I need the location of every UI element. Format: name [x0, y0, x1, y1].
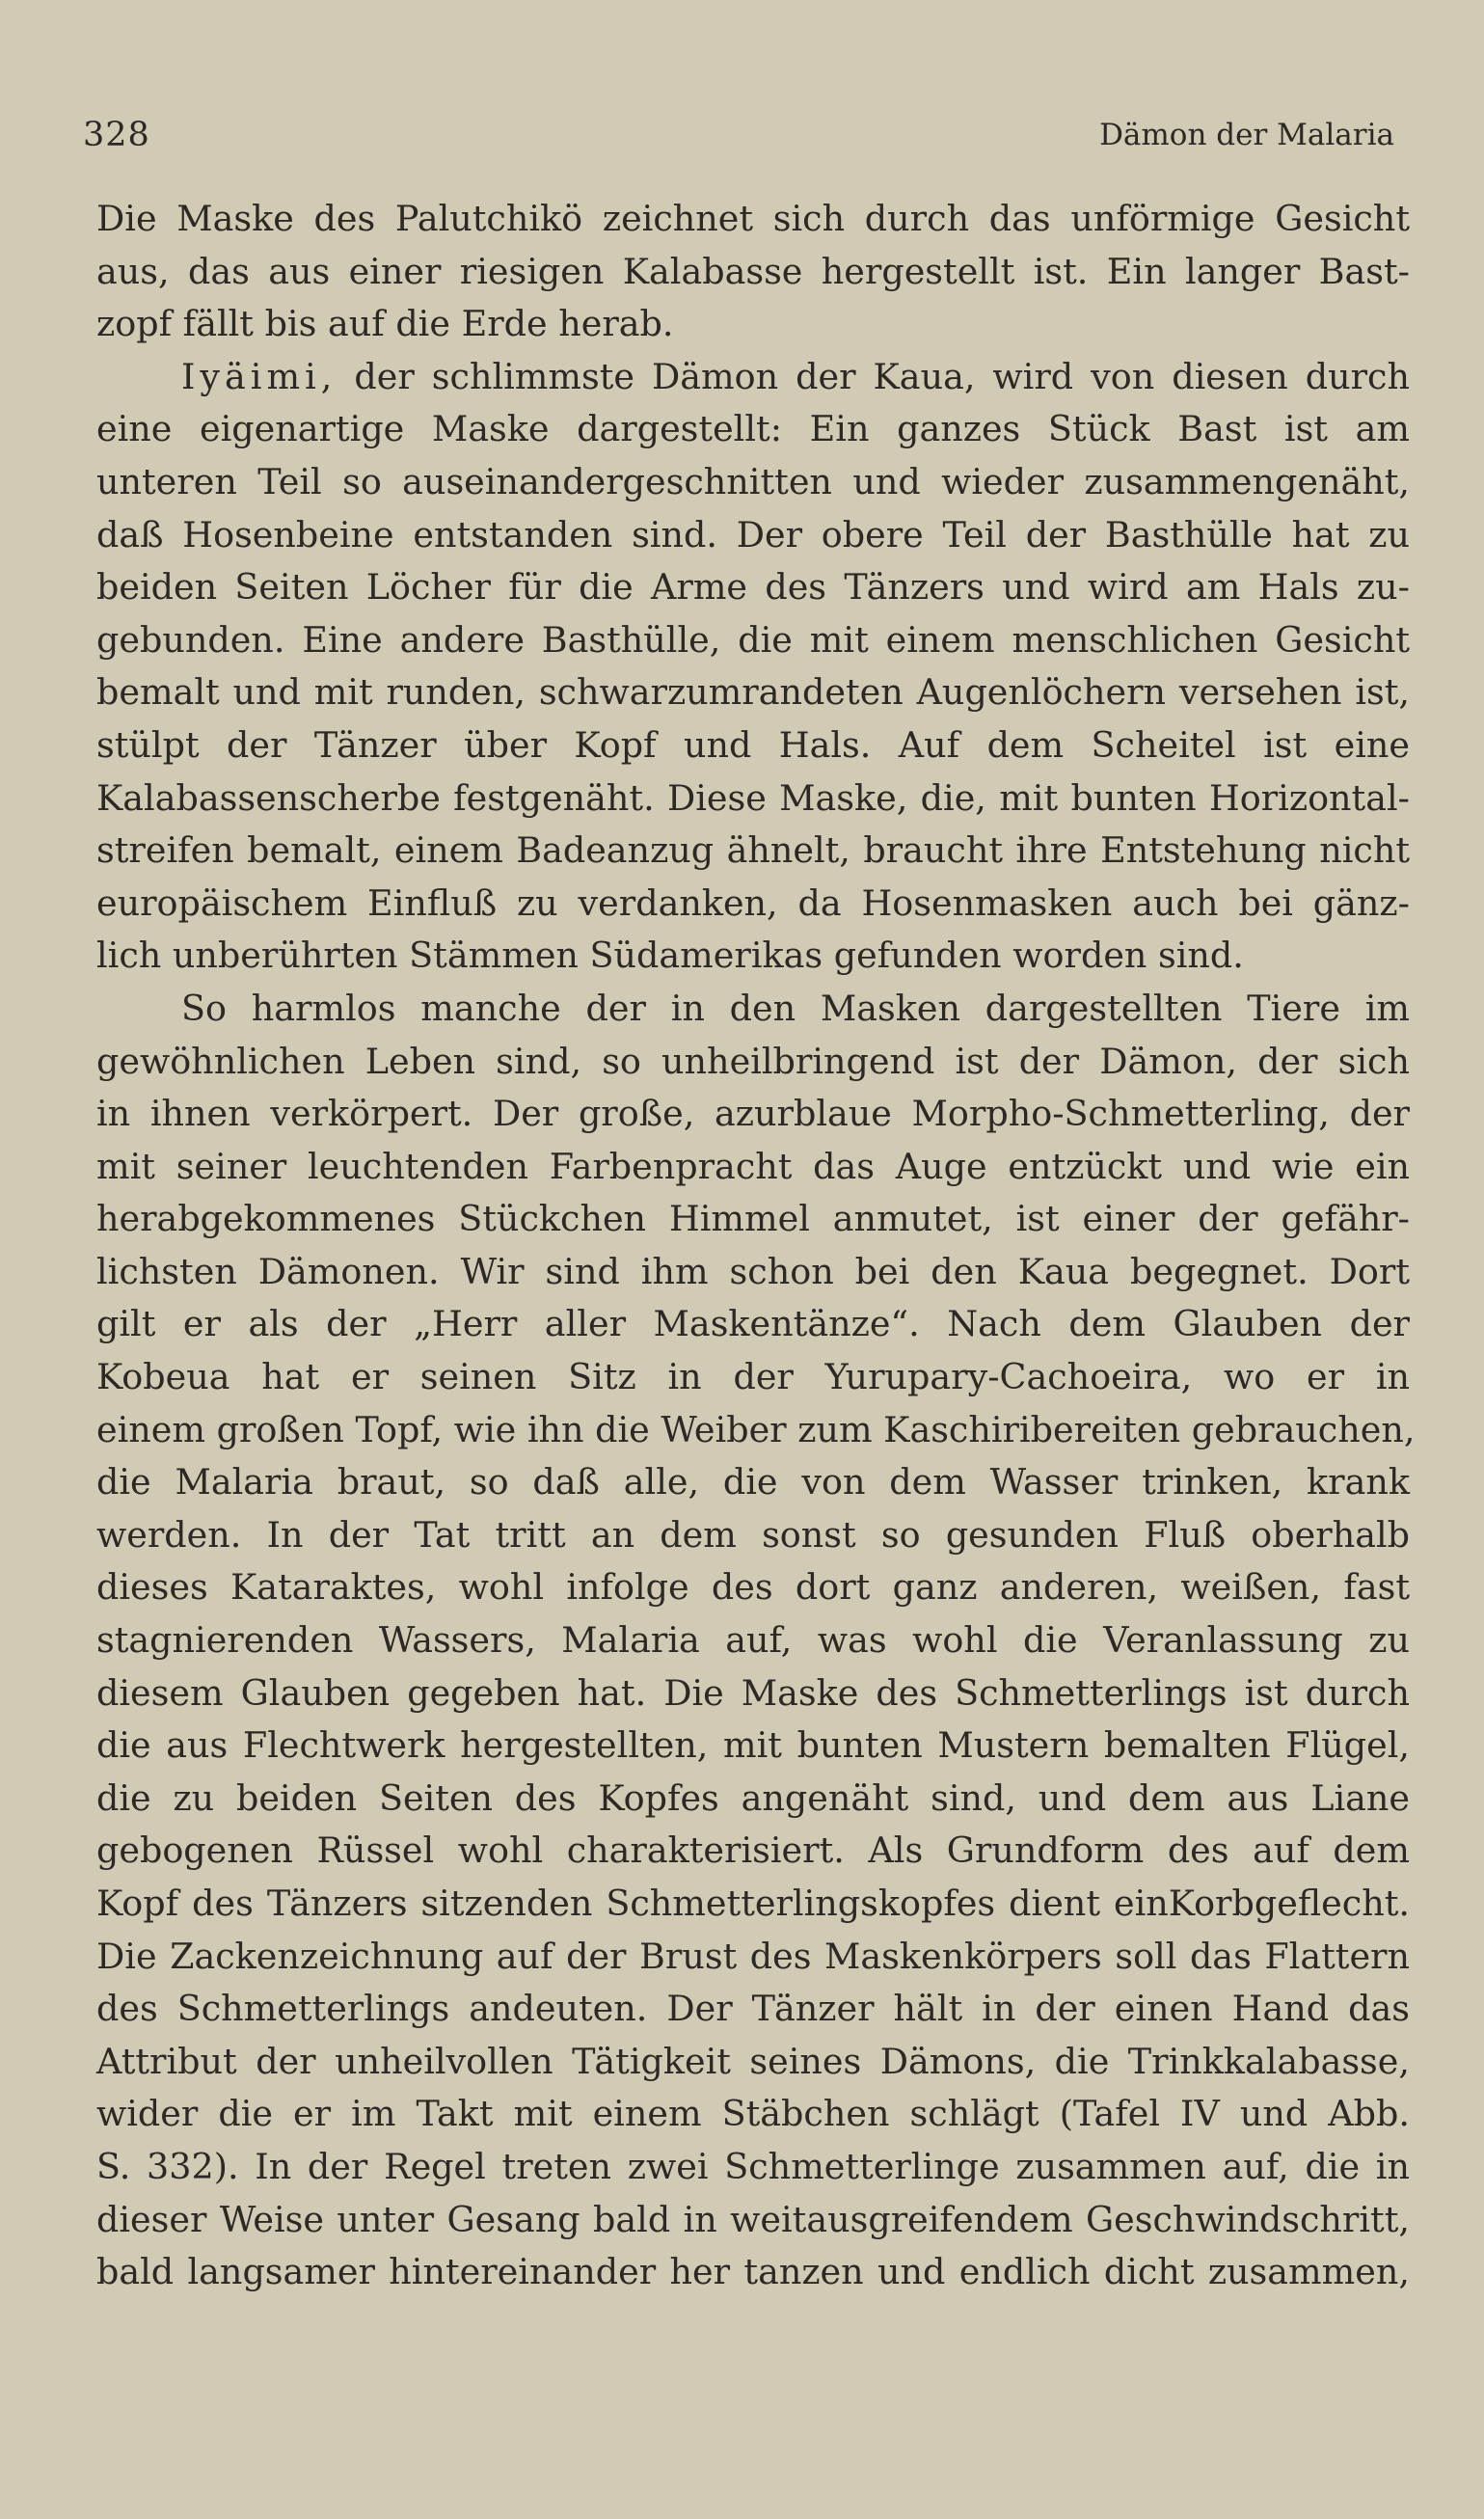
text-line: daß Hosenbeine entstanden sind. Der obere Teil der Basthülle hat zu: [96, 513, 1410, 555]
text-span: der schlimmste Dämon der Kaua, wird von diesen durch: [337, 355, 1410, 397]
text-line: beiden Seiten Löcher für die Arme des Tänzers und wird am Hals zu-: [96, 566, 1410, 609]
text-line: stülpt der Tänzer über Kopf und Hals. Auf dem Scheitel ist eine: [96, 723, 1410, 766]
text-line: Die Maske des Palutchikö zeichnet sich durch das unförmige Gesicht: [96, 198, 1410, 239]
text-line: Kobeua hat er seinen Sitz in der Yurupary-Cachoeira, wo er in: [96, 1356, 1410, 1398]
text-line: zopf fällt bis auf die Erde herab.: [96, 303, 674, 345]
page-header: [83, 116, 1394, 164]
text-line: dieses Kataraktes, wohl infolge des dort ganz anderen, weißen, fast: [96, 1566, 1410, 1609]
text-line: S. 332). In der Regel treten zwei Schmetterlinge zusammen auf, die in: [96, 2145, 1410, 2187]
text-line: gebunden. Eine andere Basthülle, die mit einem menschlichen Gesicht: [96, 618, 1410, 661]
text-line: eine eigenartige Maske dargestellt: Ein ganzes Stück Bast ist am: [96, 408, 1410, 450]
text-line: herabgekommenes Stückchen Himmel anmutet, ist einer der gefähr-: [96, 1198, 1410, 1240]
text-line: streifen bemalt, einem Badeanzug ähnelt, braucht ihre Entstehung nicht: [96, 829, 1410, 872]
text-line: Die Zackenzeichnung auf der Brust des Maskenkörpers soll das Flattern: [96, 1935, 1410, 1977]
text-line: die aus Flechtwerk hergestellten, mit bunten Mustern bemalten Flügel,: [96, 1724, 1410, 1767]
running-title: Dämon der Malaria: [1099, 118, 1394, 152]
body-text: [96, 193, 1416, 2299]
text-line: gebogenen Rüssel wohl charakterisiert. Als Grundform des auf dem: [96, 1829, 1410, 1872]
text-line: diesem Glauben gegeben hat. Die Maske des Schmetterlings ist durch: [96, 1671, 1410, 1714]
text-line: europäischem Einfluß zu verdanken, da Hosenmasken auch bei gänz-: [96, 881, 1410, 924]
text-line: lichsten Dämonen. Wir sind ihm schon bei den Kaua begegnet. Dort: [96, 1250, 1410, 1292]
text-line: gilt er als der „Herr aller Maskentänze“. Nach dem Glauben der: [96, 1303, 1410, 1345]
text-line: wider die er im Takt mit einem Stäbchen schlägt (Tafel IV und Abb.: [96, 2093, 1410, 2135]
page-number: 328: [83, 116, 150, 154]
text-line: Kopf des Tänzers sitzenden Schmetterlingskopfes dient einKorbgeflecht.: [96, 1882, 1410, 1924]
text-line: einem großen Topf, wie ihn die Weiber zum Kaschiribereiten gebrauchen,: [96, 1408, 1416, 1450]
text-line: dieser Weise unter Gesang bald in weitausgreifendem Geschwindschritt,: [96, 2198, 1410, 2240]
text-line: unteren Teil so auseinandergeschnitten und wieder zusammengenäht,: [96, 460, 1410, 502]
text-line: aus, das aus einer riesigen Kalabasse hergestellt ist. Ein langer Bast-: [96, 250, 1410, 292]
text-line: werden. In der Tat tritt an dem sonst so gesunden Fluß oberhalb: [96, 1513, 1410, 1556]
text-line: in ihnen verkörpert. Der große, azurblaue Morpho-Schmetterling, der: [96, 1093, 1410, 1135]
text-line: Attribut der unheilvollen Tätigkeit seines Dämons, die Trinkkalabasse,: [96, 2040, 1410, 2082]
text-line: gewöhnlichen Leben sind, so unheilbringend ist der Dämon, der sich: [96, 1040, 1410, 1082]
text-line: bald langsamer hintereinander her tanzen und endlich dicht zusammen,: [96, 2251, 1410, 2293]
text-line: Kalabassenscherbe festgenäht. Diese Maske, die, mit bunten Horizontal-: [96, 776, 1410, 819]
text-line: So harmlos manche der in den Masken dargestellten Tiere im: [181, 987, 1410, 1029]
text-line: mit seiner leuchtenden Farbenpracht das Auge entzückt und wie ein: [96, 1145, 1410, 1187]
text-line: die zu beiden Seiten des Kopfes angenäht sind, und dem aus Liane: [96, 1776, 1410, 1819]
text-line: bemalt und mit runden, schwarzumrandeten Augenlöchern versehen ist,: [96, 671, 1410, 714]
spaced-name: Iyäimi,: [181, 355, 337, 397]
text-line: des Schmetterlings andeuten. Der Tänzer hält in der einen Hand das: [96, 1988, 1410, 2030]
text-line: lich unberührten Stämmen Südamerikas gefunden worden sind.: [96, 934, 1244, 977]
text-line: die Malaria braut, so daß alle, die von dem Wasser trinken, krank: [96, 1461, 1410, 1503]
text-line: stagnierenden Wassers, Malaria auf, was wohl die Veranlassung zu: [96, 1619, 1410, 1662]
text-line: [96, 351, 1410, 404]
